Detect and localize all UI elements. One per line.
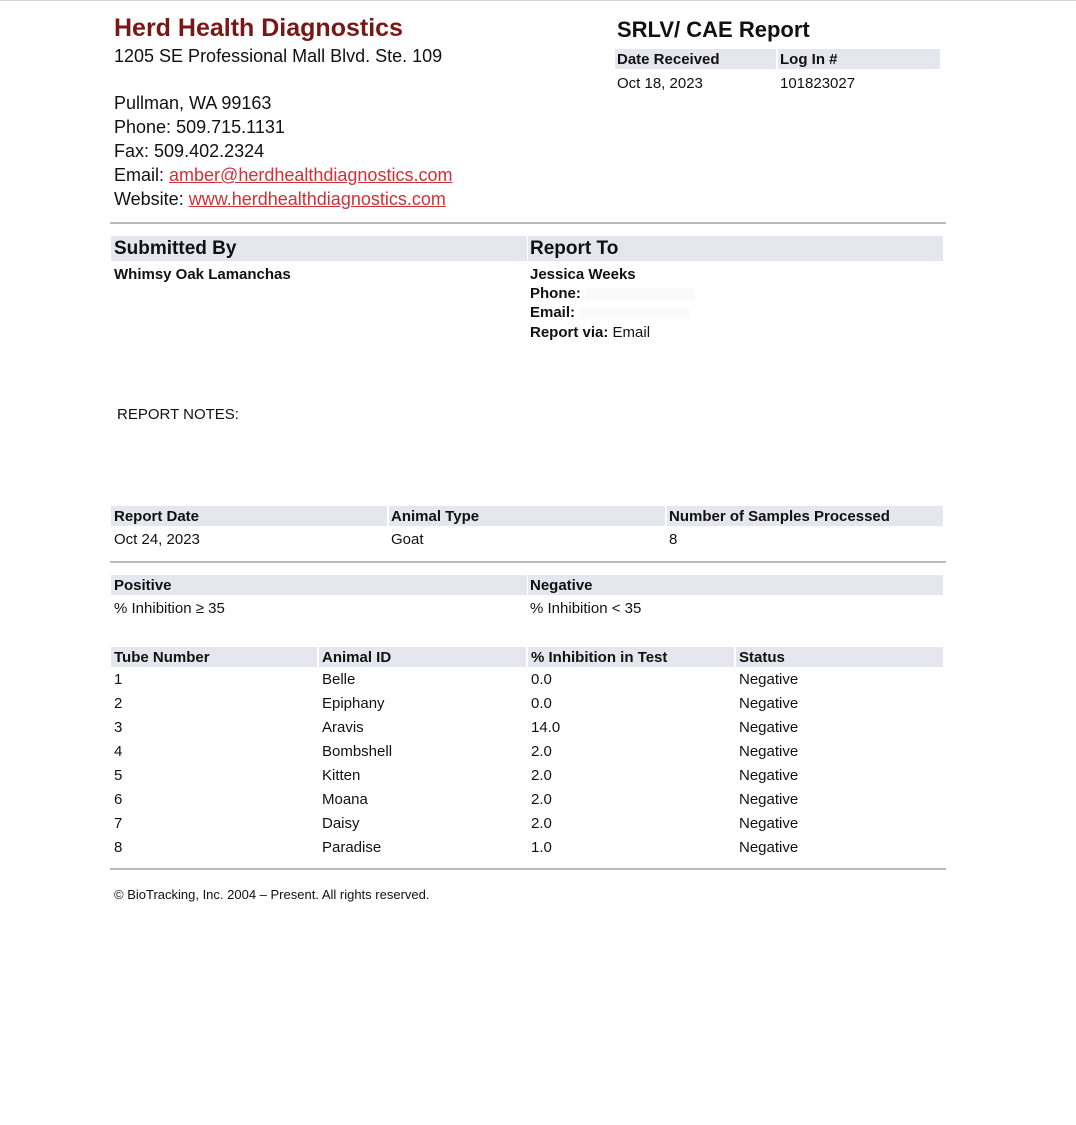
report-title: SRLV/ CAE Report — [617, 17, 810, 42]
cell-status: Negative — [739, 719, 799, 736]
cell-status: Negative — [739, 671, 799, 688]
cell-inhibition: 0.0 — [531, 695, 552, 712]
animal-type-value: Goat — [391, 531, 424, 548]
cell-status: Negative — [739, 815, 799, 832]
lab-website-label: Website: — [114, 189, 184, 209]
redacted-phone — [585, 288, 695, 300]
divider — [110, 222, 946, 224]
recipient-phone-label: Phone: — [530, 285, 581, 302]
date-received-value: Oct 18, 2023 — [617, 75, 703, 92]
lab-address-line2: Pullman, WA 99163 — [114, 93, 272, 113]
cell-inhibition: 14.0 — [531, 719, 561, 736]
lab-website-row — [114, 189, 446, 210]
report-via-row — [530, 324, 650, 341]
recipient-email-label: Email: — [530, 304, 576, 321]
cell-tube: 7 — [114, 815, 123, 832]
samples-label: Number of Samples Processed — [669, 508, 890, 525]
cell-inhibition: 1.0 — [531, 839, 552, 856]
lab-email-row — [114, 165, 452, 186]
positive-label: Positive — [114, 577, 172, 594]
lab-name: Herd Health Diagnostics — [114, 14, 403, 42]
cell-animal-id: Aravis — [322, 719, 364, 736]
col-header-status: Status — [739, 649, 785, 666]
cell-tube: 5 — [114, 767, 123, 784]
cell-animal-id: Bombshell — [322, 743, 393, 760]
report-notes-label: REPORT NOTES: — [117, 406, 239, 423]
cell-tube: 6 — [114, 791, 123, 808]
cell-inhibition: 2.0 — [531, 743, 552, 760]
report-via-label: Report via: — [530, 324, 609, 341]
col-header-inhibition: % Inhibition in Test — [531, 649, 668, 666]
recipient-phone-row — [530, 285, 695, 302]
top-border — [0, 0, 1076, 1]
lab-email-link[interactable]: amber@herdhealthdiagnostics.com — [169, 165, 453, 185]
lab-phone-row — [114, 117, 285, 138]
cell-inhibition: 0.0 — [531, 671, 552, 688]
report-date-value: Oct 24, 2023 — [114, 531, 200, 548]
positive-rule: % Inhibition ≥ 35 — [114, 600, 225, 617]
divider — [110, 561, 946, 563]
cell-animal-id: Kitten — [322, 767, 361, 784]
cell-animal-id: Daisy — [322, 815, 360, 832]
submitter-name: Whimsy Oak Lamanchas — [114, 266, 291, 283]
negative-rule: % Inhibition < 35 — [530, 600, 642, 617]
lab-fax: 509.402.2324 — [154, 141, 265, 161]
cell-tube: 4 — [114, 743, 123, 760]
login-label: Log In # — [780, 51, 838, 68]
cell-inhibition: 2.0 — [531, 791, 552, 808]
negative-label: Negative — [530, 577, 593, 594]
report-via-value: Email — [612, 324, 651, 341]
lab-website-link[interactable]: www.herdhealthdiagnostics.com — [188, 189, 446, 209]
positive-header-bar — [111, 575, 527, 595]
cell-status: Negative — [739, 791, 799, 808]
lab-phone: 509.715.1131 — [176, 117, 285, 137]
redacted-email — [579, 307, 689, 319]
recipient-name: Jessica Weeks — [530, 266, 636, 283]
cell-inhibition: 2.0 — [531, 767, 552, 784]
footer-copyright: © BioTracking, Inc. 2004 – Present. All rights reserved. — [114, 887, 430, 902]
lab-address-line1: 1205 SE Professional Mall Blvd. Ste. 109 — [114, 46, 443, 66]
cell-tube: 2 — [114, 695, 123, 712]
recipient-email-row — [530, 304, 689, 321]
report-to-label: Report To — [530, 238, 619, 259]
col-header-animal-id: Animal ID — [322, 649, 392, 666]
cell-status: Negative — [739, 695, 799, 712]
date-received-label: Date Received — [617, 51, 720, 68]
cell-tube: 8 — [114, 839, 123, 856]
lab-phone-label: Phone: — [114, 117, 172, 137]
cell-animal-id: Epiphany — [322, 695, 385, 712]
cell-animal-id: Moana — [322, 791, 368, 808]
divider — [110, 868, 946, 870]
cell-animal-id: Paradise — [322, 839, 382, 856]
report-date-label: Report Date — [114, 508, 200, 525]
samples-value: 8 — [669, 531, 678, 548]
cell-status: Negative — [739, 839, 799, 856]
lab-fax-label: Fax: — [114, 141, 150, 161]
lab-email-label: Email: — [114, 165, 165, 185]
animal-type-label: Animal Type — [391, 508, 480, 525]
cell-inhibition: 2.0 — [531, 815, 552, 832]
login-value: 101823027 — [780, 75, 856, 92]
lab-fax-row — [114, 141, 264, 162]
cell-tube: 1 — [114, 671, 123, 688]
cell-animal-id: Belle — [322, 671, 356, 688]
cell-status: Negative — [739, 743, 799, 760]
cell-status: Negative — [739, 767, 799, 784]
col-header-tube: Tube Number — [114, 649, 210, 666]
cell-tube: 3 — [114, 719, 123, 736]
submitted-by-label: Submitted By — [114, 238, 237, 259]
